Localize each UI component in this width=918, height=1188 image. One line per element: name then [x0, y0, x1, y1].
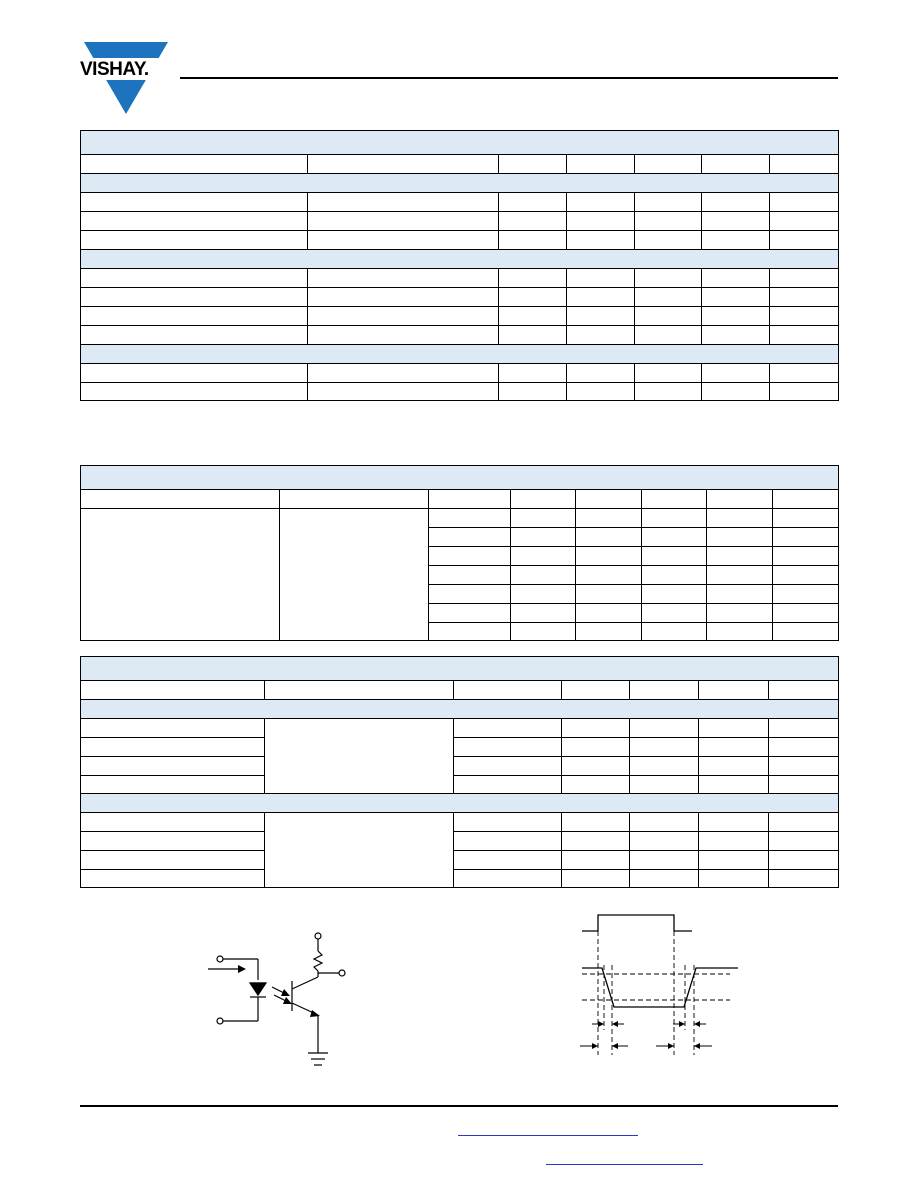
table-row — [81, 870, 839, 888]
table-header-row — [81, 155, 839, 174]
table-section — [81, 250, 839, 269]
table-row — [81, 509, 839, 528]
table-section — [81, 174, 839, 193]
table-row — [81, 832, 839, 851]
table-row — [81, 193, 839, 212]
table-row — [81, 212, 839, 231]
table-row — [81, 231, 839, 250]
table-row — [81, 288, 839, 307]
spec-table-2 — [80, 465, 839, 641]
table-row — [81, 326, 839, 345]
table-row — [81, 738, 839, 757]
header-rule — [180, 77, 838, 79]
brand-wordmark: VISHAY. — [80, 59, 149, 80]
table-title — [81, 131, 839, 155]
table-section — [81, 700, 839, 719]
table-row — [81, 851, 839, 870]
table-row — [81, 813, 839, 832]
footer-link-1[interactable] — [458, 1135, 638, 1136]
test-circuit-diagram — [200, 925, 360, 1075]
table-row — [81, 776, 839, 794]
table-row — [81, 383, 839, 401]
table-row — [81, 719, 839, 738]
table-row — [81, 269, 839, 288]
table-title — [81, 466, 839, 490]
table-row — [81, 757, 839, 776]
footer-link-2[interactable] — [546, 1164, 703, 1165]
table-row — [81, 364, 839, 383]
switching-timing-diagram — [570, 905, 750, 1065]
table-title — [81, 657, 839, 681]
table-section — [81, 794, 839, 813]
table-header-row — [81, 490, 839, 509]
spec-table-3 — [80, 656, 839, 888]
spec-table-1 — [80, 130, 839, 401]
footer-rule — [80, 1105, 838, 1107]
table-row — [81, 307, 839, 326]
table-header-row — [81, 681, 839, 700]
table-section — [81, 345, 839, 364]
